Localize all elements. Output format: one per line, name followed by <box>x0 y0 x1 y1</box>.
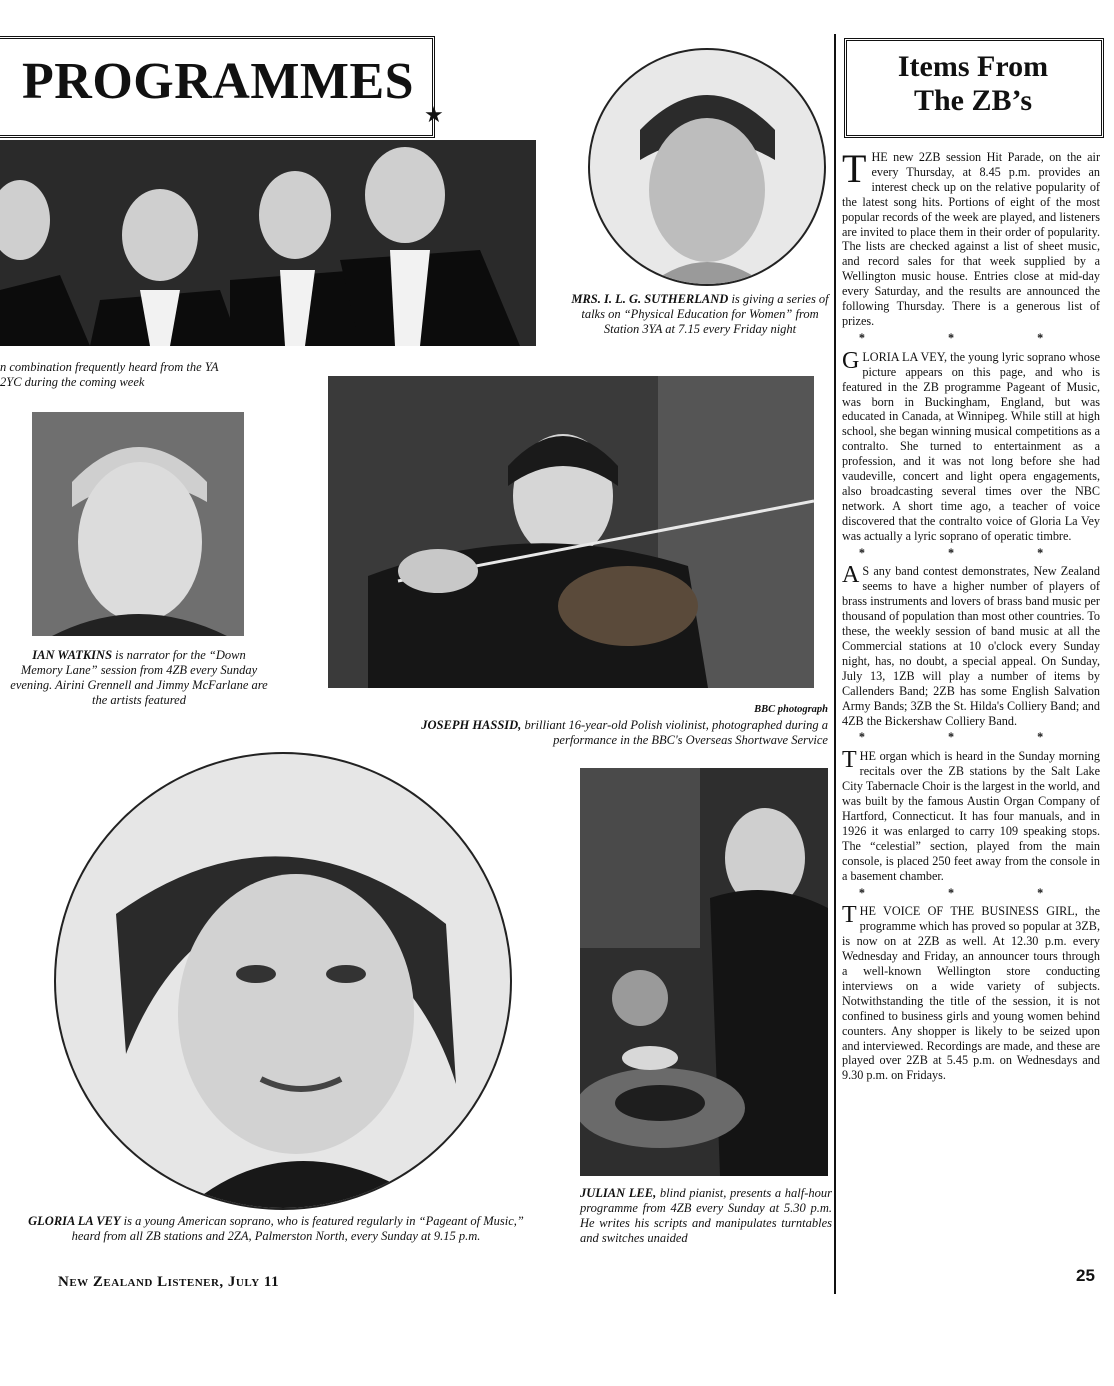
sidebar-title <box>844 50 1102 118</box>
lee-caption <box>580 1186 832 1246</box>
sidebar-item <box>842 146 1100 329</box>
sidebar-item-text: HE organ which is heard in the Sunday morning recitals over the ZB stations by the Salt Lake City Tabernacle Choir is the largest in the world, and was built by the famous Austin Organ Company of Hartford, Connecticut. It has four manuals, and in 1926 it was enlarged to carry 109 speaking stops. The “celestial” section, played from the main console, is placed 250 feet away from the console in a basement chamber. <box>842 749 1100 883</box>
hassid-credit: BBC photograph <box>754 704 828 715</box>
sidebar-item-text: LORIA LA VEY, the young lyric soprano whose picture appears on this page, and who is featured in the ZB programme Pageant of Music, was born in Buckingham, England, but was educated in Canada, at Winnipeg. While still at high school, she began winning musical competitions as a contralto. She turned to entertainment as a profession, and it was not long before she had vaudeville, concert and light opera engagements, also broadcasting several times over the NBC network. A short time ago, a teacher of voice discovered that the contralto voice of Gloria La Vey was actually a lyric soprano of operatic timbre. <box>842 349 1100 543</box>
section-divider: * * * <box>858 885 1084 900</box>
drop-cap: T <box>842 146 867 191</box>
sutherland-caption-text: is giving a series of talks on “Physical Education for Women” from Station 3YA at 7.15 every Friday night <box>581 292 829 336</box>
watkins-caption-text: is narrator for the “Down Memory Lane” session from 4ZB every Sunday evening. Airini Grennell and Jimmy McFarlane are the artists featured <box>10 648 268 707</box>
sidebar-item-text: HE new 2ZB session Hit Parade, on the air every Thursday, at 8.45 p.m. provides an interest check up on the relative popularity of the latest song hits. Portions of eight of the most popular records of the week are played, and listeners are invited to place them in their order of popularity. The lists are checked against a list of sheet music, and record sales for that week supplied by a Wellington music house. Entries close at mid-day every Saturday, and the results are announced the following Thursday. There is a generous list of prizes. <box>842 150 1100 328</box>
section-divider: * * * <box>858 330 1084 345</box>
band-photo <box>0 140 536 346</box>
drop-cap: G <box>842 347 860 374</box>
hassid-caption <box>386 718 828 748</box>
page-title: PROGRAMMES <box>22 53 415 110</box>
hassid-caption-text: brilliant 16-year-old Polish violinist, photographed during a performance in the BBC's Overseas Shortwave Service <box>524 718 828 747</box>
watkins-photo <box>32 412 244 636</box>
star-ornament: ★ <box>424 102 444 127</box>
hassid-name: JOSEPH HASSID, <box>421 718 522 732</box>
sidebar-item-text: HE VOICE OF THE BUSINESS GIRL, the programme which has proved so popular at 3ZB, is now on at 2ZB as well. At 12.30 p.m. every Wednesday and Friday, an announcer tours through a well-known Wellington store conducting interviews on a wide variety of subjects. Notwithstanding the title of the session, it is not confined to business girls and young women behind counters. Any shopper is likely to be seized upon and interviewed. Recordings are made, and these are played over 2ZB at 5.45 p.m. on Wednesdays and 9.30 p.m. on Fridays. <box>842 904 1100 1083</box>
lavey-photo <box>54 752 512 1210</box>
sidebar-item <box>842 904 1100 1083</box>
lavey-caption <box>18 1214 534 1244</box>
publication-footer: New Zealand Listener, July 11 <box>58 1274 280 1290</box>
page-number: 25 <box>1076 1266 1095 1285</box>
lee-caption-text: blind pianist, presents a half-hour programme from 4ZB every Sunday at 5.30 p.m. He writes his scripts and manipulates turntables and switches unaided <box>580 1186 833 1245</box>
lee-name: JULIAN LEE, <box>580 1186 657 1200</box>
band-caption: n combination frequently heard from the YA 2YC during the coming week <box>0 360 219 389</box>
drop-cap: A <box>842 562 860 589</box>
sidebar-column <box>842 146 1100 1085</box>
sidebar-title-line1: Items From <box>897 50 1049 83</box>
watkins-name: IAN WATKINS <box>32 648 113 662</box>
sidebar-item <box>842 564 1100 728</box>
sidebar-item <box>842 749 1100 883</box>
lavey-caption-text: is a young American soprano, who is featured regularly in “Pageant of Music,” heard from all ZB stations and 2ZA, Palmerston North, every Sunday at 9.15 p.m. <box>71 1214 524 1243</box>
sidebar-title-line2: The ZB’s <box>913 84 1033 117</box>
drop-cap: T <box>842 902 857 929</box>
column-rule <box>834 34 836 1294</box>
sidebar-item-text: S any band contest demonstrates, New Zealand seems to have a higher number of players of brass instruments and lovers of brass band music per thousand of population than most other countries. To these, the weekly session of band music at all the Commercial stations at 10 o'clock every Sunday night, has, no doubt, a special appeal. On Sunday, July 13, 1ZB will play a number of items by Callenders Band; 2ZB has some English Salvation Army Bands; 3ZB the St. Hilda's Colliery Band; and 4ZB the Bickershaw Colliery Band. <box>842 564 1100 728</box>
watkins-caption <box>10 648 268 708</box>
lavey-name: GLORIA LA VEY <box>28 1214 121 1228</box>
sutherland-caption <box>570 292 830 337</box>
sidebar-item <box>842 347 1100 544</box>
lee-photo <box>580 768 828 1176</box>
sutherland-name: MRS. I. L. G. SUTHERLAND <box>571 292 729 306</box>
section-divider: * * * <box>858 730 1084 745</box>
section-divider: * * * <box>858 545 1084 560</box>
hassid-photo <box>328 376 814 688</box>
sutherland-photo <box>588 48 826 286</box>
drop-cap: T <box>842 747 857 774</box>
